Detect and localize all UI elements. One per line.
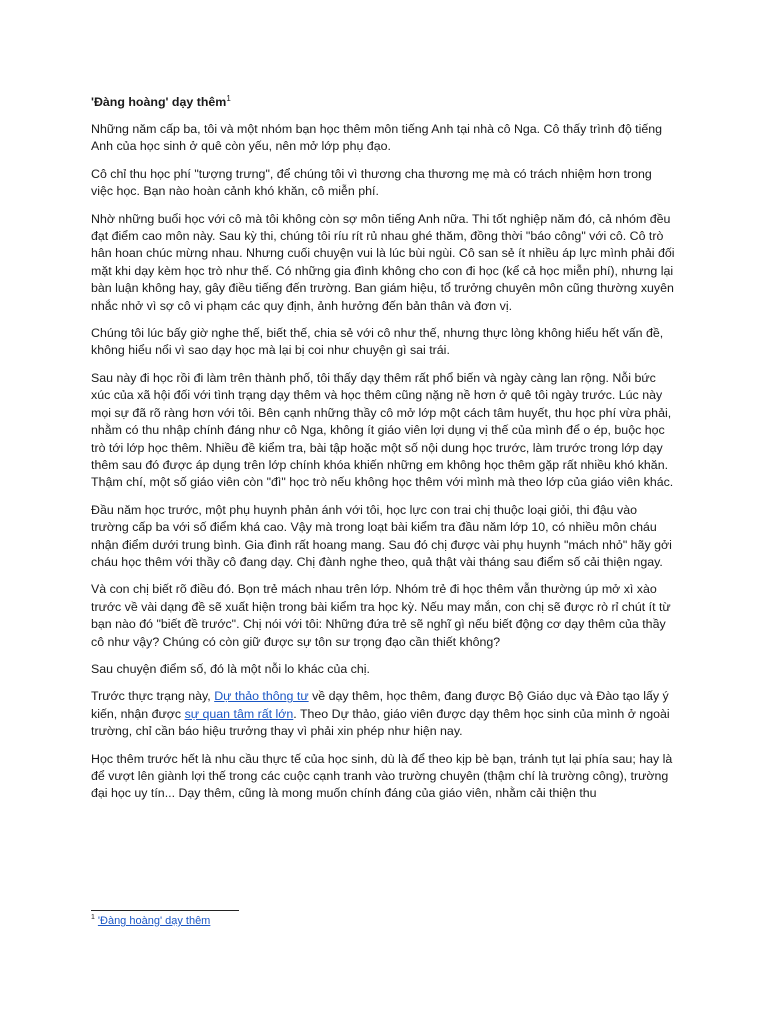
title-text: 'Đàng hoàng' dạy thêm bbox=[91, 95, 227, 109]
paragraph-6: Đầu năm học trước, một phụ huynh phản ánh với tôi, học lực con trai chị thuộc loại giỏi, thi đậu vào trường cấp ba với số điểm khá cao. Vậy mà trong loạt bài kiểm tra đầu năm lớp 10, có nhiều môn cháu nhận điểm dưới trung bình. Gia đình rất hoang mang. Sau đó chị được vài phụ huynh "mách nhỏ" hãy gởi cháu học thêm với thầy cô đang dạy. Chị đành nghe theo, quả thật vài tháng sau điểm số cải thiện ngay. bbox=[91, 502, 672, 569]
paragraph-4: Chúng tôi lúc bấy giờ nghe thế, biết thế, chia sẻ với cô như thế, nhưng thực lòng không hiểu hết vấn đề, không hiểu nổi vì sao dạy học mà lại bị coi như chuyện gì sai trái. bbox=[91, 326, 664, 358]
paragraph-10: Học thêm trước hết là nhu cầu thực tế của học sinh, dù là để theo kịp bè bạn, tránh tụt lại phía sau; hay là để vượt lên giành lợi thế trong các cuộc cạnh tranh vào trường chuyên (thậm chí là trường công), trường đại học uy tín... Dạy thêm, cũng là mong muốn chính đáng của giáo viên, nhằm cải thiện thu bbox=[91, 751, 673, 801]
paragraph-9-with-links bbox=[91, 688, 676, 740]
footnote-source-link[interactable]: 'Đàng hoàng' dạy thêm bbox=[97, 915, 211, 927]
paragraph-7: Và con chị biết rõ điều đó. Bọn trẻ mách nhau trên lớp. Nhóm trẻ đi học thêm vẫn thường úp mở xì xào trước về vài dạng đề sẽ xuất hiện trong bài kiểm tra học kỳ. Nếu may mắn, con chị sẽ được rò rỉ chút ít từ bạn nào đó "biết đề trước". Chị nói với tôi: Những đứa trẻ sẽ nghĩ gì nếu biết động cơ dạy thêm của thầy cô như vậy? Chúng có còn giữ được sự tôn sư trọng đạo cần thiết không? bbox=[91, 582, 671, 649]
document-title bbox=[91, 94, 676, 111]
paragraph-5: Sau này đi học rồi đi làm trên thành phố, tôi thấy dạy thêm rất phổ biến và ngày càng lan rộng. Nỗi bức xúc của xã hội đối với tình trạng dạy thêm và học thêm cũng nặng nề hơn ở quê tôi ngày trước. Lúc này mọi sự đã rõ ràng hơn với tôi. Bên cạnh những thầy cô mở lớp một cách tâm huyết, thu học phí vừa phải, nhằm có thu nhập chính đáng như cô Nga, không ít giáo viên lợi dụng vị thế của mình để o ép, buộc học trò tới lớp học thêm. Nhiều đề kiểm tra, bài tập hoặc một số nội dung học trước, làm trước trong lớp dạy thêm sau đó được áp dụng trên lớp chính khóa khiến những em không học thêm gặp rất nhiều khó khăn. Thậm chí, một số giáo viên còn "đì" học trò nếu không học thêm với mình mà theo lớp của giáo viên khác. bbox=[91, 370, 674, 490]
link-paragraph-part3: . Theo Dự thảo, giáo viên được dạy thêm học sinh của mình ở ngoài trường, chỉ cần báo hiệu trưởng thay vì phải xin phép như hiện nay. bbox=[91, 706, 670, 739]
draft-circular-link[interactable]: Dự thảo thông tư bbox=[214, 689, 309, 704]
paragraph-8: Sau chuyện điểm số, đó là một nỗi lo khác của chị. bbox=[91, 661, 370, 676]
link-paragraph-part2: về dạy thêm, học thêm, đang được Bộ Giáo dục và Đào tạo lấy ý kiến, nhận được bbox=[91, 689, 669, 721]
paragraph-1: Những năm cấp ba, tôi và một nhóm bạn học thêm môn tiếng Anh tại nhà cô Nga. Cô thấy trình độ tiếng Anh của học sinh ở quê còn yếu, nên mở lớp phụ đạo. bbox=[91, 122, 663, 154]
paragraph-3: Nhờ những buổi học với cô mà tôi không còn sợ môn tiếng Anh nữa. Thi tốt nghiệp năm đó, cả nhóm đều đạt điểm cao môn này. Sau kỳ thi, chúng tôi ríu rít rủ nhau ghé thăm, đồng thời "báo công" với cô. Cô trò hân hoan chúc mừng nhau. Nhưng cuối chuyện vui là lúc bùi ngùi. Cô san sẻ ít nhiều áp lực mình phải đối mặt khi dạy kèm học trò như thế. Có những gia đình không cho con đi học (kể cả học miễn phí), nhưng lại bàn luận không hay, gây điều tiếng đến trường. Ban giám hiệu, tổ trưởng chuyên môn cũng thường xuyên nhắc nhở vì sợ cô vi phạm các quy định, ảnh hưởng đến bản thân và đơn vị. bbox=[91, 211, 675, 313]
footnote-mark: 1 bbox=[91, 914, 95, 922]
footnote bbox=[91, 914, 210, 929]
title-footnote-mark[interactable]: 1 bbox=[226, 93, 231, 103]
great-interest-link[interactable]: sự quan tâm rất lớn bbox=[184, 706, 294, 721]
paragraph-2: Cô chỉ thu học phí "tượng trưng", để chúng tôi vì thương cha thương mẹ mà có trách nhiệm hơn trong việc học. Bạn nào hoàn cảnh khó khăn, cô miễn phí. bbox=[91, 166, 652, 199]
link-paragraph-part1: Trước thực trạng này, bbox=[91, 689, 215, 704]
footnote-separator bbox=[91, 910, 239, 911]
